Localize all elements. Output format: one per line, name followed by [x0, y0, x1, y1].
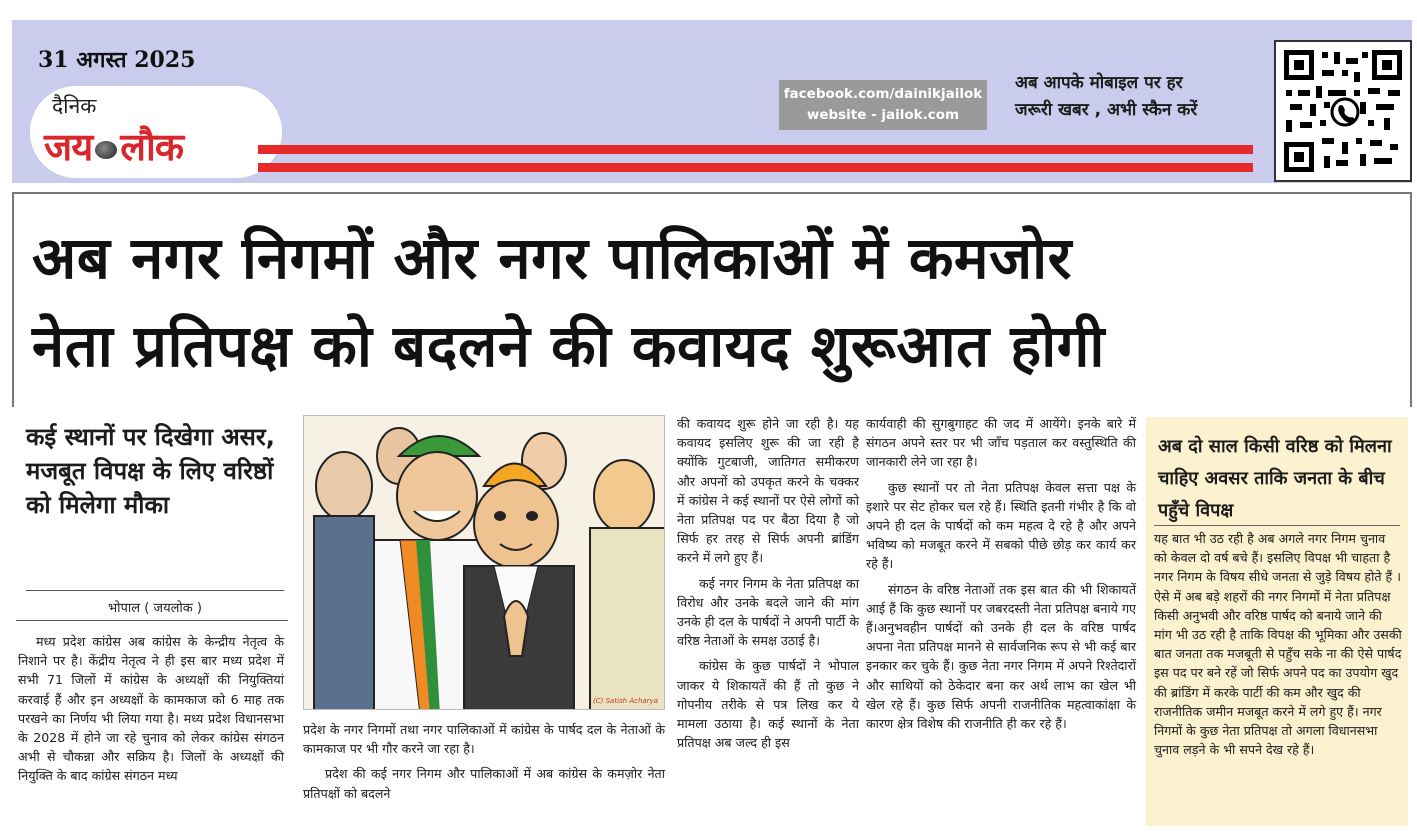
issue-date: 31 अगस्त 2025 — [38, 47, 196, 73]
masthead-stripe-top — [258, 145, 1253, 154]
logo-word-right: लौक — [120, 125, 184, 169]
headline-frame — [12, 192, 1412, 407]
article-paragraph: प्रदेश के नगर निगमों तथा नगर पालिकाओं में कांग्रेस के पार्षद दल के नेताओं के कामकाज पर भी गौर करने जा रहा है। — [303, 722, 665, 757]
divider — [26, 590, 284, 591]
political-cartoon-image — [303, 415, 665, 710]
article-column-1: मध्य प्रदेश कांग्रेस अब कांग्रेस के केन्द्रीय नेतृत्व के निशाने पर है। केंद्रीय नेतृत्व ने ही इस बार मध्य प्रदेश में सभी 71 जिलों में कांग्रेस के अध्यक्षों की नियुक्तियां करवाई हैं और इन अध्यक्षों के कामकाज को 6 माह तक परखने का निर्णय भी लिया गया है। मध्य प्रदेश विधानसभा के 2028 में होने जा रहे चुनाव को लेकर कांग्रेस संगठन अभी से चौकन्ना और सक्रिय है। जिलों के अध्यक्षों की नियुक्ति के बाद कांग्रेस संगठन मध्य — [18, 634, 284, 784]
image-credit: (C) Satish Acharya — [593, 697, 658, 705]
article-paragraph: की कवायद शुरू होने जा रही है। यह कवायद इसलिए शुरू की जा रही है क्योंकि गुटबाजी, जातिगत समीकरण और अपनों को उपकृत करने के चक्कर में कांग्रेस ने कई स्थानों पर ऐसे लोगों को नेता प्रतिपक्ष पद पर बैठा दिया है जो सिर्फ हर तरह से सिर्फ अपनी ब्रांडिंग करने में लगे हुए हैं। — [677, 416, 859, 566]
masthead — [12, 20, 1412, 183]
article-column-3 — [677, 414, 859, 758]
divider — [1154, 525, 1400, 526]
main-headline — [32, 214, 1412, 390]
masthead-stripe-bottom — [258, 163, 1253, 172]
divider — [16, 620, 288, 621]
article-paragraph: कार्यवाही की सुगबुगाहट की जद में आयेंगे। इनके बारे में संगठन अपने स्तर पर भी जाँच पड़ताल कर वस्तुस्थिति की जानकारी लेने जा रहा है। — [866, 416, 1136, 470]
article-column-2 — [303, 720, 665, 809]
article-paragraph: संगठन के वरिष्ठ नेताओं तक इस बात की भी शिकायतें आई हैं कि कुछ स्थानों पर जबरदस्ती नेता प्रतिपक्ष बनाये गए हैं।अनुभवहीन पार्षदों को उनके ही दल के वरिष्ठ पार्षद अपना नेता प्रतिपक्ष मानने से सार्वजनिक रूप से भी कई बार इनकार कर चुके हैं। कुछ नेता नगर निगम में अपने रिश्तेदारों और साथियों को ठेकेदार बना कर अर्थ लाभ का खेल भी खेल रहे हैं। कुछ सिर्फ अपनी राजनीतिक महत्वाकांक्षा के कारण क्षेत्र विशेष की राजनीति ही कर रहे हैं। — [866, 581, 1136, 732]
website-link[interactable]: website - jailok.com — [806, 107, 960, 123]
sidebar-heading: अब दो साल किसी वरिष्ठ को मिलना चाहिए अवसर ताकि जनता के बीच पहुँचे विपक्ष — [1158, 436, 1392, 521]
headline-line-1: अब नगर निगमों और नगर पालिकाओं में कमजोर — [32, 224, 1072, 292]
article-paragraph: प्रदेश की कई नगर निगम और पालिकाओं में अब कांग्रेस के कमज़ोर नेता प्रतिपक्षों को बदलने — [303, 766, 665, 801]
article-column-4 — [866, 414, 1136, 739]
headline-line-2: नेता प्रतिपक्ष को बदलने की कवायद शुरूआत होगी — [32, 312, 1105, 380]
qr-code-icon[interactable] — [1274, 40, 1412, 182]
social-links-box — [779, 80, 987, 130]
dateline: भोपाल ( जयलोक ) — [108, 601, 202, 616]
sidebar-body: यह बात भी उठ रही है अब अगले नगर निगम चुनाव को केवल दो वर्ष बचे हैं। इसलिए विपक्ष भी चाहता है नगर निगम के विषय सीधे जनता से जुड़े विषय होते हैं । ऐसे में अब बड़े शहरों की नगर निगमों में नेता प्रतिपक्ष किसी अनुभवी और वरिष्ठ पार्षद को बनाये जाने की मांग भी उठ रही है ताकि विपक्ष की भूमिका और उसकी बात जनता तक मजबूती से पहुँच सके ना की ऐसे पार्षद इस पद पर बने रहें जो सिर्फ अपने पद का उपयोग खुद की ब्रांडिंग में करके पार्टी की कम और खुद की राजनीतिक जमीन मजबूत करने में लगे हुए हैं। नगर निगमों के कुछ नेता प्रतिपक्ष तो अगला विधानसभा चुनाव लड़ने के भी सपने देख रहे हैं। — [1154, 531, 1402, 758]
qr-code-graphic — [1284, 50, 1402, 172]
sub-heading: कई स्थानों पर दिखेगा असर, मजबूत विपक्ष के लिए वरिष्ठों को मिलेगा मौका — [26, 423, 275, 519]
article-paragraph: कांग्रेस के कुछ पार्षदों ने भोपाल जाकर ये शिकायतें की हैं तो कुछ ने गोपनीय तरीके से पत्र लिख कर ये मामला उठाया है। कई स्थानों के नेता प्रतिपक्ष अब जल्द ही इस — [677, 658, 859, 751]
facebook-link[interactable]: facebook.com/dainikjailok — [783, 86, 983, 102]
scan-promo — [1015, 70, 1265, 124]
article-paragraph: कई नगर निगम के नेता प्रतिपक्ष का विरोध और उनके बदले जाने की मांग उनके ही दल के पार्षदों ने अपनी पार्टी के वरिष्ठ नेताओं के समक्ष उठाई है। — [677, 575, 859, 649]
logo-wordmark — [44, 120, 183, 172]
logo-word-left: जय — [44, 125, 93, 169]
promo-line-2: जरूरी खबर , अभी स्कैन करें — [1015, 100, 1198, 120]
promo-line-1: अब आपके मोबाइल पर हर — [1015, 73, 1183, 93]
sidebar-box — [1146, 417, 1408, 826]
article-paragraph: कुछ स्थानों पर तो नेता प्रतिपक्ष केवल सत्ता पक्ष के इशारे पर सेट होकर चल रहे हैं। स्थिति इतनी गंभीर है कि वो अपने ही दल के पार्षदों को कम महत्व दे रहे है और अपने भविष्य को मजबूत करने में सबको पीछे छोड़ कर कार्य कर रहे हैं। — [866, 479, 1136, 572]
logo-prefix: दैनिक — [52, 94, 97, 118]
cartoon-illustration — [304, 416, 665, 710]
globe-icon — [95, 141, 117, 159]
newspaper-logo[interactable] — [30, 86, 282, 178]
